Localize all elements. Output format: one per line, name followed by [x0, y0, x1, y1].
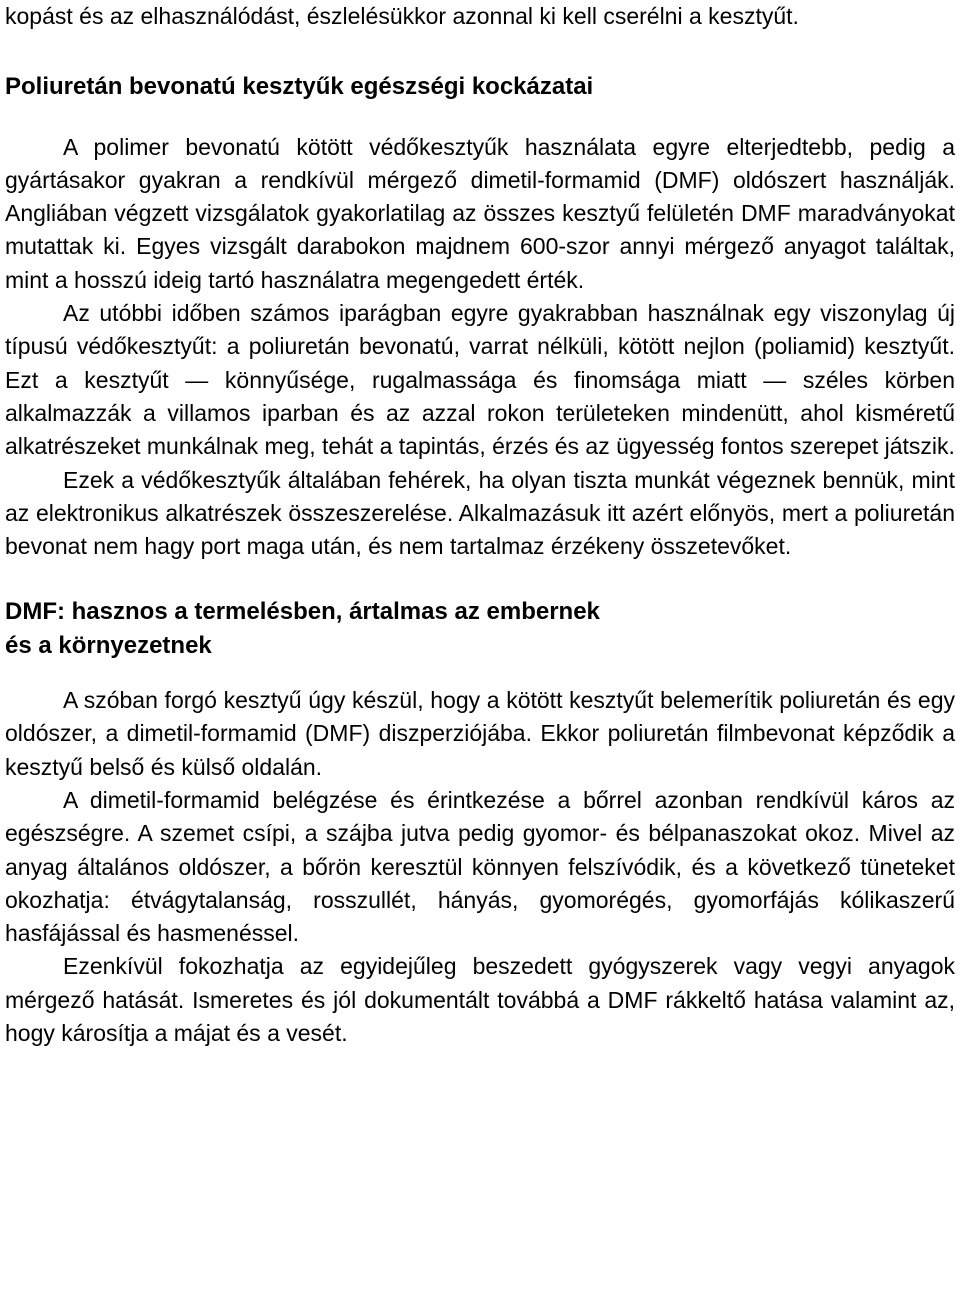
section1-paragraph-2: Az utóbbi időben számos iparágban egyre gyakrabban használnak egy viszonylag új típusú védőkesztyűt: a poliuretán bevonatú, varrat nélküli, kötött nejlon (poliamid) kesztyűt. Ezt a kesztyűt — könnyűsége, rugalmassága és finomsága miatt — széles körben alkalmazzák a villamos iparban és az azzal rokon területeken mindenütt, ahol kisméretű alkatrészeket munkálnak meg, tehát a tapintás, érzés és az ügyesség fontos szerepet játszik. — [5, 300, 955, 460]
section1-paragraph-3: Ezek a védőkesztyűk általában fehérek, ha olyan tiszta munkát végeznek bennük, mint az elektronikus alkatrészek összeszerelése. Alkalmazásuk itt azért előnyös, mert a poliuretán bevonat nem hagy port maga után, és nem tartalmaz érzékeny összetevőket. — [5, 466, 955, 560]
section1-heading: Poliuretán bevonatú kesztyűk egészségi kockázatai — [5, 73, 594, 101]
intro-fragment: kopást és az elhasználódást, észlelésükkor azonnal ki kell cserélni a kesztyűt. — [5, 3, 799, 29]
section2-heading-line1: DMF: hasznos a termelésben, ártalmas az embernek — [5, 598, 600, 626]
section2-paragraph-2: A dimetil-formamid belégzése és érintkezése a bőrrel azonban rendkívül káros az egészségre. A szemet csípi, a szájba jutva pedig gyomor- és bélpanaszokat okoz. Mivel az anyag általános oldószer, a bőrön keresztül könnyen felszívódik, és a következő tüneteket okozhatja: étvágytalanság, rosszullét, hányás, gyomorégés, gyomorfájás kólikaszerű hasfájással és hasmenéssel. — [5, 786, 955, 947]
section2-paragraph-1: A szóban forgó kesztyű úgy készül, hogy a kötött kesztyűt belemerítik poliuretán és egy oldószer, a dimetil-formamid (DMF) diszperziójába. Ekkor poliuretán filmbevonat képződik a kesztyű belső és külső oldalán. — [5, 687, 955, 780]
document-page — [5, 0, 955, 1050]
section2-heading-line2: és a környezetnek — [5, 632, 212, 660]
section2-heading — [5, 595, 955, 663]
section2-paragraph-3: Ezenkívül fokozhatja az egyidejűleg beszedett gyógyszerek vagy vegyi anyagok mérgező hatását. Ismeretes és jól dokumentált továbbá a DMF rákkeltő hatása valamint az, hogy károsítja a májat és a vesét. — [5, 953, 955, 1047]
section1-paragraph-1: A polimer bevonatú kötött védőkesztyűk használata egyre elterjedtebb, pedig a gyártásakor gyakran a rendkívül mérgező dimetil-formamid (DMF) oldószert használják. Angliában végzett vizsgálatok gyakorlatilag az összes kesztyű felületén DMF maradványokat mutattak ki. Egyes vizsgált darabokon majdnem 600-szor annyi mérgező anyagot találtak, mint a hosszú ideig tartó használatra megengedett érték. — [5, 133, 955, 293]
